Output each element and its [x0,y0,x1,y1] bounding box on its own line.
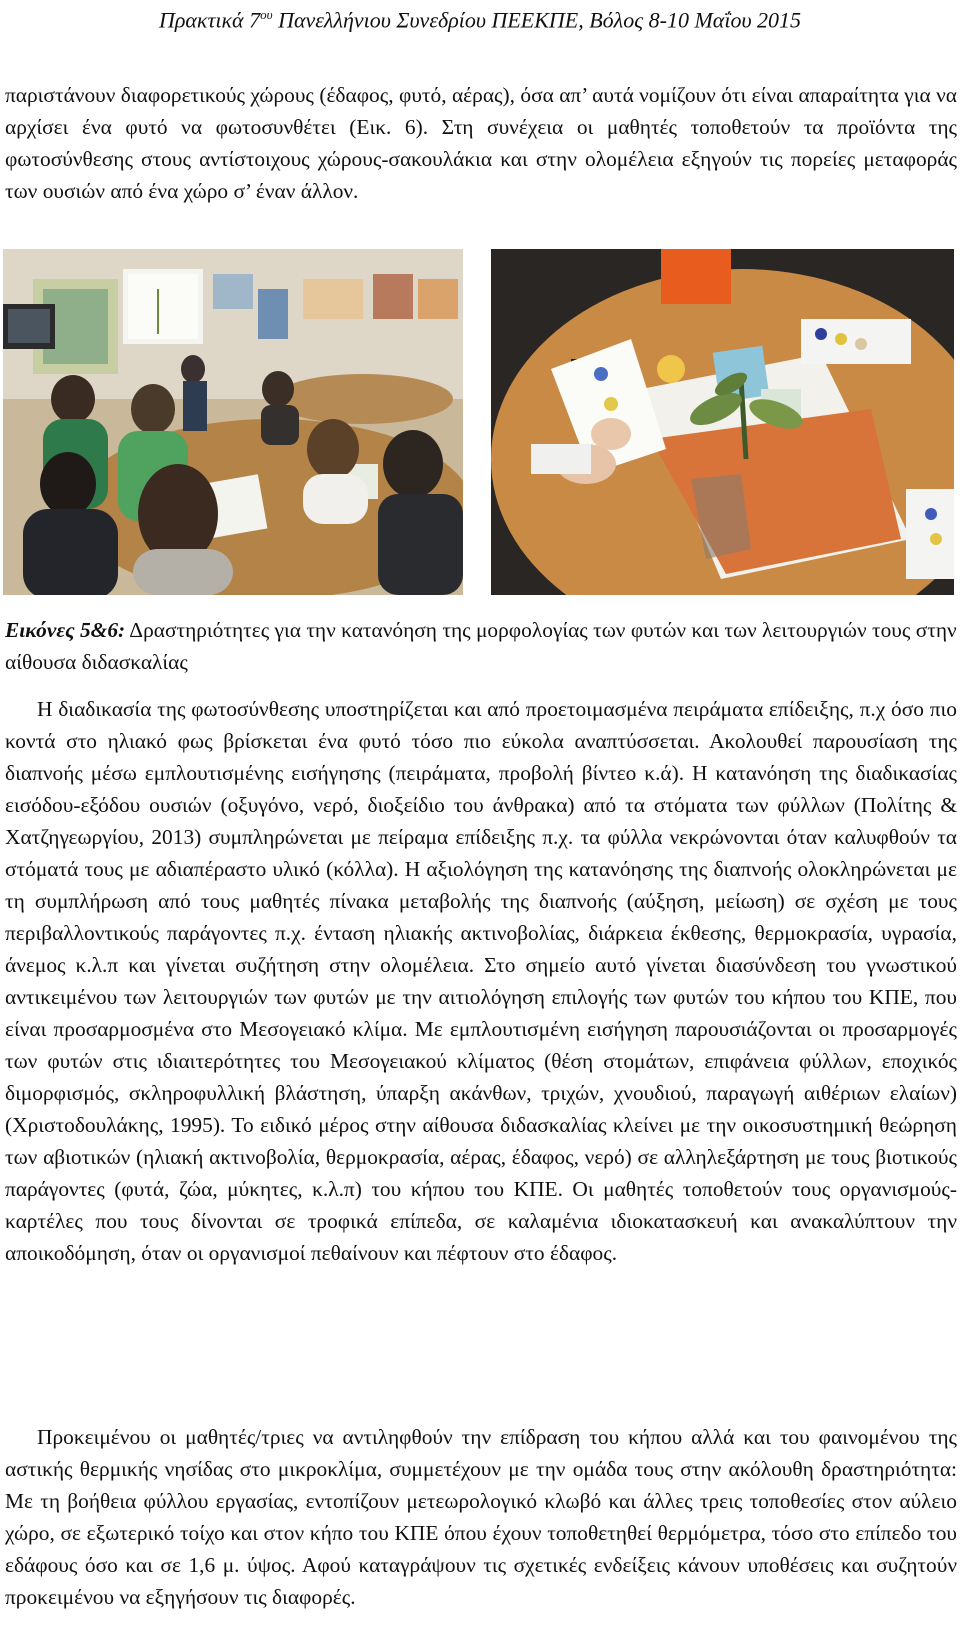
running-header [0,0,960,33]
caption-label: Εικόνες 5&6: [5,618,126,642]
header-sup: ου [260,7,273,22]
classroom-photo [3,249,463,595]
header-suffix: Πανελλήνιου Συνεδρίου ΠΕΕΚΠΕ, Βόλος 8-10 Μαΐου 2015 [272,7,802,33]
figure-caption [5,614,957,678]
caption-text: Δραστηριότητες για την κατανόηση της μορφολογίας των φυτών και των λειτουργιών τους στην αίθουσα διδασκαλίας [5,618,957,674]
paragraph-2: Η διαδικασία της φωτοσύνθεσης υποστηρίζεται και από προετοιμασμένα πειράματα επίδειξης, π.χ όσο πιο κοντά στο ηλιακό φως βρίσκεται ένα φυτό τόσο πιο εύκολα αναπτύσσεται. Ακολουθεί παρουσίαση της διαπνοής μέσω εμπλουτισμένης εισήγησης (πειράματα, προβολή βίντεο κ.ά). Η κατανόηση της διαδικασίας εισόδου-εξόδου ουσιών (οξυγόνο, νερό, διοξείδιο του άνθρακα) από τα στόματα των φύλλων (Πολίτης & Χατζηγεωργίου, 2013) συμπληρώνεται με πείραμα επίδειξης π.χ. τα φύλλα νεκρώνονται όταν καλυφθούν τα στόματά τους με αδιαπέραστο υλικό (κόλλα). Η αξιολόγηση της κατανόησης της διαπνοής ολοκληρώνεται με τη συμπλήρωση από τους μαθητές πίνακα μεταβολής της διαπνοής (αύξηση, μείωση) σε σχέση με τους περιβαλλοντικούς παράγοντες π.χ. ένταση ηλιακής ακτινοβολίας, διάρκεια έκθεσης, θερμοκρασία, υγρασία, άνεμος κ.λ.π και γίνεται συζήτηση στην ολομέλεια. Στο σημείο αυτό γίνεται διασύνδεση του γνωστικού αντικειμένου των λειτουργιών των φυτών με την αιτιολόγηση επιλογής των φυτών του κήπου του ΚΠΕ, που είναι προσαρμοσμένα στο Μεσογειακό κλίμα. Με εμπλουτισμένη εισήγηση παρουσιάζονται οι προσαρμογές των φυτών στις ιδιαιτερότητες του Μεσογειακού κλίματος (θέση στομάτων, επιφάνεια φύλλων, εποχικός διμορφισμός, σκληροφυλλική βλάστηση, ύπαρξη ακάνθων, τριχών, χνουδιού, παραγωγή αιθέριων ελαίων) (Χριστοδουλάκης, 1995). Το ειδικό μέρος στην αίθουσα διδασκαλίας κλείνει με την οικοσυστημική θεώρηση των αβιοτικών (ηλιακή ακτινοβολία, θερμοκρασία, αέρας, έδαφος, νερό) σε αλληλεξάρτηση με τους βιοτικούς παράγοντες (φυτά, ζώα, μύκητες, κ.λ.π) του κήπου του ΚΠΕ. Οι μαθητές τοποθετούν τους οργανισμούς-καρτέλες που τους δίνονται σε τροφικά επίπεδα, σε καλαμένια ιδιοκατασκευή και ανακαλύπτουν την αποικοδόμηση, όταν οι οργανισμοί πεθαίνουν και πέφτουν στο έδαφος. [5,697,957,1265]
paragraph-3: Προκειμένου οι μαθητές/τριες να αντιληφθούν την επίδραση του κήπου αλλά και του φαινομένου της αστικής θερμικής νησίδας στο μικροκλίμα, συμμετέχουν με την ομάδα τους στην ακόλουθη δραστηριότητα: Με τη βοήθεια φύλλου εργασίας, εντοπίζουν μετεωρολογικό κλωβό και άλλες τρεις τοποθεσίες στον αύλειο χώρο, σε εξωτερικό τοίχο και στον κήπο του ΚΠΕ όπου έχουν τοποθετηθεί θερμόμετρα, τόσο στο επίπεδο του εδάφους όσο και σε 1,6 μ. ύψος. Αφού καταγράψουν τις σχετικές ενδείξεις κάνουν υποθέσεις και συζητούν προκειμένου να εξηγήσουν τις διαφορές. [5,1425,957,1609]
paragraph-1: παριστάνουν διαφορετικούς χώρους (έδαφος, φυτό, αέρας), όσα απ’ αυτά νομίζουν ότι είναι απαραίτητα για να αρχίσει ένα φυτό να φωτοσυνθέτει (Εικ. 6). Στη συνέχεια οι μαθητές τοποθετούν τα προϊόντα της φωτοσύνθεσης στους αντίστοιχους χώρους-σακουλάκια και στην ολομέλεια εξηγούν τις πορείες μεταφοράς των ουσιών από ένα χώρο σ’ έναν άλλον. [5,83,957,203]
header-prefix: Πρακτικά 7 [158,7,261,33]
worksheet-photo [491,249,954,595]
